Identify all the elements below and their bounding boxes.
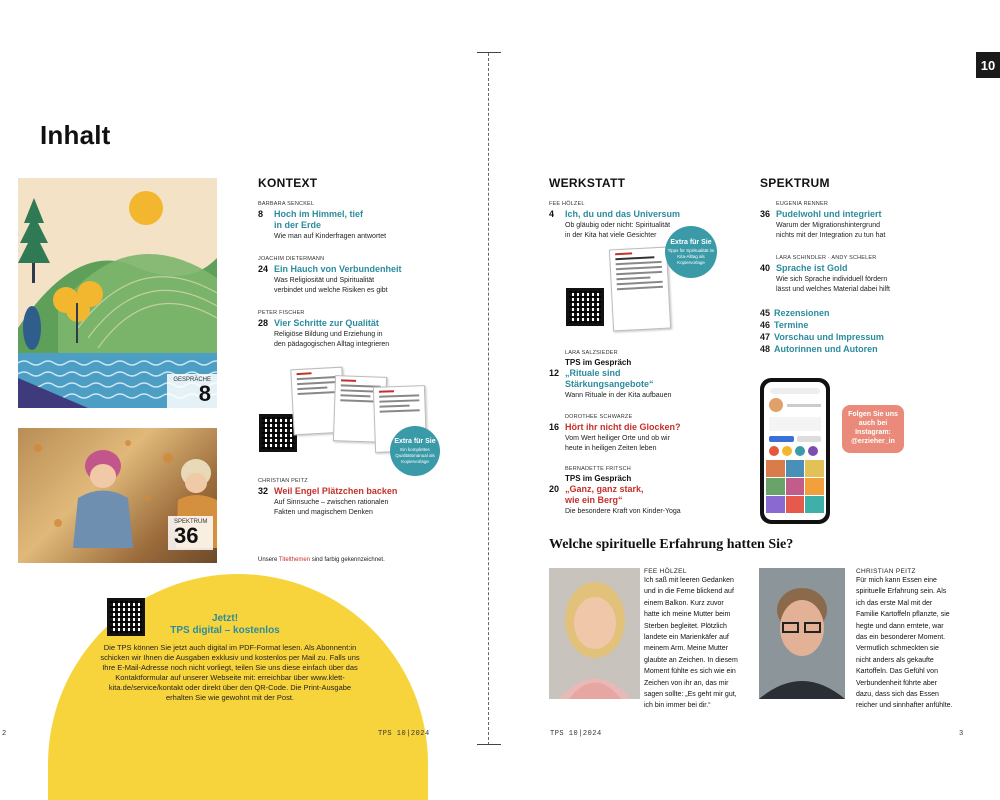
entry-description: Wie man auf Kinderfragen antwortet: [274, 233, 387, 240]
section-heading-spektrum: SPEKTRUM: [760, 176, 830, 190]
entry-page-number: 36: [760, 209, 771, 219]
footer-magazine-left: TPS 10|2024: [378, 730, 430, 738]
legend-note-suffix: sind farbig gekennzeichnet.: [310, 557, 385, 563]
entry-page-number: 48: [760, 344, 771, 354]
entry-title[interactable]: Termine: [774, 320, 809, 330]
entry-page-number: 16: [549, 422, 560, 432]
qr-code[interactable]: [259, 414, 297, 452]
entry-description: Die besondere Kraft von Kinder-Yoga: [565, 508, 681, 515]
entry-description: Religiöse Bildung und Erziehung in den pädagogischen Alltag integrieren: [274, 331, 390, 348]
qr-code[interactable]: [107, 598, 145, 636]
cover-badge-number: 8: [198, 381, 211, 406]
entry-page-number: 28: [258, 318, 269, 328]
entry-author: BARBARA SENCKEL: [258, 201, 315, 207]
cover-illustration-gespraeche[interactable]: [18, 178, 217, 408]
entry-page-number: 12: [549, 368, 560, 378]
toc-entry[interactable]: [258, 310, 478, 350]
portrait-photo: [759, 568, 845, 699]
extra-badge-title: Extra für Sie: [670, 238, 712, 246]
entry-author: JOACHIM DIETERMANN: [258, 256, 325, 262]
portrait-photo: [549, 568, 640, 699]
entry-author: CHRISTIAN PEITZ: [258, 478, 308, 484]
entry-author: BERNADETTE FRITSCH: [565, 466, 631, 472]
entry-title[interactable]: Autorinnen und Autoren: [774, 344, 878, 354]
entry-author: LARA SCHINDLER · ANDY SCHELER: [776, 255, 877, 261]
toc-entry[interactable]: [549, 201, 769, 241]
entry-page-number: 4: [549, 209, 555, 219]
extra-badge-text: Ein komplettes Qualitätsmanual als Kopiervorlage: [395, 446, 435, 464]
extra-badge[interactable]: [390, 426, 440, 476]
extra-badge-title: Extra für Sie: [394, 437, 436, 445]
promo-subheadline: TPS digital – kostenlos: [170, 625, 280, 636]
entry-title[interactable]: Hört ihr nicht die Glocken?: [565, 422, 681, 432]
worksheet-thumbnail: [609, 247, 671, 332]
entry-description: Auf Sinnsuche – zwischen rationalen Fakten und magischem Denken: [274, 499, 389, 516]
qr-code[interactable]: [566, 288, 604, 326]
promo-headline-block: [150, 613, 300, 637]
legend-note: [258, 557, 385, 563]
entry-title[interactable]: Vier Schritte zur Qualität: [274, 318, 379, 328]
instagram-callout[interactable]: Folgen Sie uns auch bei Instagram: @erzieher_in: [842, 405, 904, 453]
entry-page-number: 24: [258, 264, 269, 274]
portrait-christian-peitz: [759, 568, 845, 699]
toc-entry[interactable]: [258, 201, 478, 242]
toc-short-item[interactable]: [760, 319, 884, 331]
entry-description: Warum der Migrationshintergrund nichts mit der Integration zu tun hat: [776, 222, 886, 239]
quote-text: Für mich kann Essen eine spirituelle Erfahrung sein. Als ich das erste Mal mit der Familie Kartoffeln pflanzte, sie hegte und dann erntete, war das ein besonderer Moment. Vermutlich schmeckten sie nicht anders als gekaufte Kartoffeln. Das Gefühl von Verbundenheit führte aber dazu, dass sich das Essen reicher und sinnhafter anfühlte.: [856, 577, 953, 710]
instagram-phone-mockup[interactable]: [760, 378, 830, 524]
entry-title[interactable]: Ein Hauch von Verbundenheit: [274, 264, 402, 274]
toc-entry[interactable]: [760, 201, 980, 241]
section-heading-werkstatt: WERKSTATT: [549, 176, 626, 190]
extra-badge-text: Tipps für Spiritualität im Kita-Alltag als Kopiervorlage: [667, 247, 715, 265]
entry-page-number: 20: [549, 484, 560, 494]
footer-magazine-right: TPS 10|2024: [550, 730, 602, 738]
entry-title[interactable]: Sprache ist Gold: [776, 263, 848, 273]
legend-note-prefix: Unsere: [258, 557, 279, 563]
quote-text: Ich saß mit leeren Gedanken und in die Ferne blickend auf einem Balkon. Kurz zuvor hatte ich meine Mutter beim Sterben begleitet. Plötzlich landete ein Marienkäfer auf meinem Arm. Meine Mutter glaubte an Zeichen. In diesem Moment fühlte es sich wie ein Zeichen von ihr an, das mir sagen sollte: „Es geht mir gut, ich bin immer bei dir.“: [644, 577, 738, 710]
portrait-fee-hoelzel: [549, 568, 640, 699]
entry-title[interactable]: „Rituale sind Stärkungsangebote“: [565, 368, 654, 389]
toc-entry[interactable]: [549, 414, 769, 454]
phone-screen: [764, 382, 826, 520]
question-heading: Welche spirituelle Erfahrung hatten Sie?: [549, 537, 794, 552]
cover-badge-number: 36: [174, 523, 199, 548]
legend-note-highlight: Titelthemen: [278, 557, 311, 563]
entry-page-number: 47: [760, 332, 771, 342]
entry-author: PETER FISCHER: [258, 310, 305, 316]
entry-title[interactable]: Hoch im Himmel, tief in der Erde: [274, 209, 364, 230]
quote-author: FEE HÖLZEL: [644, 568, 687, 575]
page-title: Inhalt: [40, 120, 111, 150]
quote-christian-peitz: [856, 568, 966, 712]
cover-badge: [168, 516, 213, 550]
toc-entry[interactable]: [549, 350, 785, 401]
entry-author: LARA SALZSIEDER: [565, 350, 618, 356]
extra-badge[interactable]: [665, 226, 717, 278]
entry-description: Vom Wert heiliger Orte und ob wir heute in heiligen Zeiten leben: [565, 435, 670, 452]
cover-badge-label: SPEKTRUM: [174, 519, 208, 525]
footer-page-number-left: 2: [2, 730, 7, 738]
entry-page-number: 46: [760, 320, 771, 330]
entry-kicker: TPS im Gespräch: [565, 474, 632, 483]
entry-description: Wie sich Sprache individuell fördern lässt und welches Material dabei hilft: [776, 276, 891, 293]
toc-entry[interactable]: [258, 256, 478, 296]
entry-page-number: 40: [760, 263, 771, 273]
section-heading-kontext: KONTEXT: [258, 176, 318, 190]
cover-badge-label: GESPRÄCHE: [173, 377, 211, 383]
cover-photo-spektrum[interactable]: [18, 428, 217, 563]
entry-author: FEE HÖLZEL: [549, 201, 585, 207]
quote-author: CHRISTIAN PEITZ: [856, 568, 916, 575]
promo-body: Die TPS können Sie jetzt auch digital im PDF-Format lesen. Als Abonnent:in schicken wir Ihnen die Ausgaben exklusiv und kostenlos per Mail zu. Falls uns Ihre E-Mail-Adresse noch nicht vorliegt, teilen Sie uns diese einfach über das Kontaktformular auf unserer Webseite mit: erreichbar über www.klett-kita.de/service/kontakt oder direkt über den QR-Code. Die Print-Ausgabe erhalten Sie wie gewohnt mit der Post.: [100, 643, 360, 702]
center-fold-line: [488, 53, 489, 745]
entry-page-number: 32: [258, 486, 269, 496]
entry-title[interactable]: Weil Engel Plätzchen backen: [274, 486, 398, 496]
entry-description: Wann Rituale in der Kita aufbauen: [565, 392, 672, 399]
entry-description: Ob gläubig oder nicht: Spiritualität in der Kita hat viele Gesichter: [565, 222, 671, 239]
toc-short-item[interactable]: [760, 331, 884, 343]
entry-page-number: 45: [760, 308, 771, 318]
toc-short-item[interactable]: [760, 343, 884, 355]
cover-badge: [167, 374, 217, 408]
entry-title[interactable]: Rezensionen: [774, 308, 830, 318]
fold-mark-top: [477, 52, 501, 53]
entry-title[interactable]: „Ganz, ganz stark, wie ein Berg“: [565, 484, 644, 505]
toc-entry[interactable]: [549, 466, 785, 517]
toc-entry[interactable]: [760, 255, 980, 295]
entry-author: EUGENIA RENNER: [776, 201, 829, 207]
entry-title[interactable]: Ich, du und das Universum: [565, 209, 681, 219]
toc-short-list: [760, 307, 884, 355]
page-number-badge: 10: [976, 52, 1000, 78]
toc-entry[interactable]: [258, 478, 478, 518]
entry-title[interactable]: Vorschau und Impressum: [774, 332, 884, 342]
footer-page-number-right: 3: [959, 730, 964, 738]
entry-page-number: 8: [258, 209, 264, 219]
quote-fee-hoelzel: [644, 568, 749, 712]
entry-title[interactable]: Pudelwohl und integriert: [776, 209, 882, 219]
entry-kicker: TPS im Gespräch: [565, 358, 632, 367]
entry-description: Was Religiosität und Spiritualität verbindet und welche Risiken es gibt: [274, 277, 388, 294]
toc-short-item[interactable]: [760, 307, 884, 319]
entry-author: DOROTHEE SCHWARZE: [565, 414, 633, 420]
promo-headline: Jetzt!: [211, 613, 239, 624]
fold-mark-bottom: [477, 744, 501, 745]
